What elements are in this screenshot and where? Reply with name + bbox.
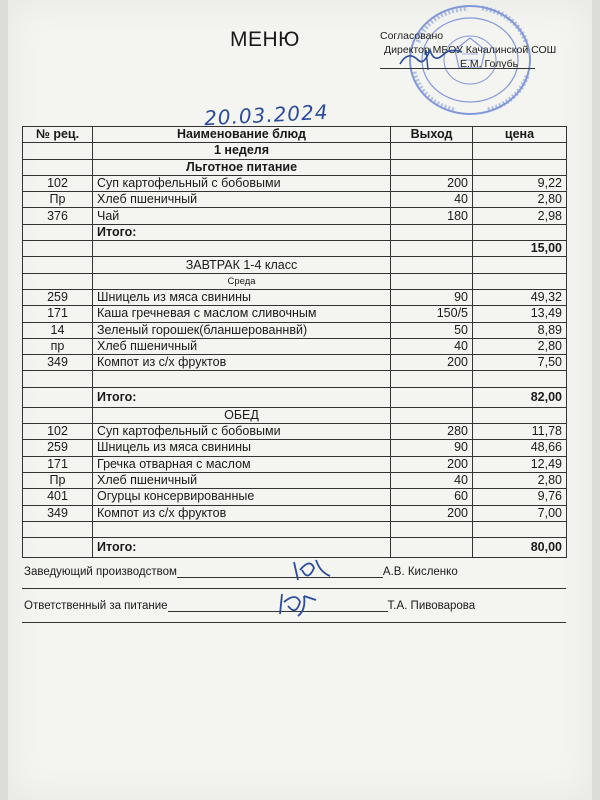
- table-row: [23, 338, 567, 354]
- week-label: 1 неделя: [93, 143, 391, 159]
- dish-output: 150/5: [391, 306, 473, 322]
- recipe-number: Пр: [23, 472, 93, 488]
- approval-director-name: Е.М. Голубь: [460, 58, 519, 70]
- dish-name: Зеленый горошек(бланшерованнвй): [93, 322, 391, 338]
- dish-price: 2,98: [473, 208, 567, 224]
- manager-name: А.В. Кисленко: [382, 566, 458, 578]
- recipe-number: Пр: [23, 192, 93, 208]
- table-row: [23, 175, 567, 191]
- approval-label: Согласовано: [380, 30, 444, 42]
- dish-name: Хлеб пшеничный: [93, 338, 391, 354]
- table-row: [23, 355, 567, 371]
- recipe-number: 349: [23, 355, 93, 371]
- dish-name: Суп картофельный с бобовыми: [93, 175, 391, 191]
- dish-price: 7,00: [473, 505, 567, 521]
- col-header-dish: Наименование блюд: [93, 127, 391, 143]
- dish-output: 90: [391, 289, 473, 305]
- footer-bottom-line: [22, 622, 566, 623]
- table-row: [23, 472, 567, 488]
- day-label: Среда: [93, 273, 391, 289]
- dish-name: Компот из с/х фруктов: [93, 505, 391, 521]
- dish-output: 200: [391, 456, 473, 472]
- dish-price: 7,50: [473, 355, 567, 371]
- blank-row: [23, 521, 567, 537]
- dish-output: 50: [391, 322, 473, 338]
- recipe-number: 349: [23, 505, 93, 521]
- recipe-number: 259: [23, 289, 93, 305]
- dish-name: Каша гречневая с маслом сливочным: [93, 306, 391, 322]
- section-title-row: [23, 159, 567, 175]
- dish-price: 8,89: [473, 322, 567, 338]
- dish-name: Хлеб пшеничный: [93, 472, 391, 488]
- responsible-signature-row: [24, 600, 475, 612]
- day-row: [23, 273, 567, 289]
- manager-label: Заведующий производством: [24, 566, 177, 578]
- menu-table: [22, 126, 567, 558]
- dish-output: 200: [391, 505, 473, 521]
- dish-name: Шницель из мяса свинины: [93, 440, 391, 456]
- recipe-number: 376: [23, 208, 93, 224]
- recipe-number: 259: [23, 440, 93, 456]
- section-title-row: [23, 407, 567, 423]
- dish-price: 11,78: [473, 424, 567, 440]
- total-value-row: [23, 241, 567, 257]
- total-label: Итого:: [93, 538, 391, 558]
- dish-price: 2,80: [473, 338, 567, 354]
- dish-price: 12,49: [473, 456, 567, 472]
- dish-name: Суп картофельный с бобовыми: [93, 424, 391, 440]
- dish-name: Хлеб пшеничный: [93, 192, 391, 208]
- dish-output: 40: [391, 472, 473, 488]
- dish-output: 90: [391, 440, 473, 456]
- dish-price: 9,22: [473, 175, 567, 191]
- responsible-label: Ответственный за питание: [24, 600, 168, 612]
- total-row: [23, 387, 567, 407]
- col-header-price: цена: [473, 127, 567, 143]
- menu-sheet: [8, 0, 592, 800]
- manager-signature-row: [24, 566, 458, 578]
- dish-name: Огурцы консервированные: [93, 489, 391, 505]
- table-row: [23, 489, 567, 505]
- total-value: 15,00: [473, 241, 567, 257]
- table-row: [23, 322, 567, 338]
- week-row: [23, 143, 567, 159]
- dish-output: 40: [391, 192, 473, 208]
- recipe-number: 171: [23, 306, 93, 322]
- director-signature: [396, 42, 466, 72]
- section-title: Льготное питание: [93, 159, 391, 175]
- recipe-number: пр: [23, 338, 93, 354]
- recipe-number: 102: [23, 424, 93, 440]
- responsible-name: Т.А. Пивоварова: [387, 600, 476, 612]
- dish-price: 2,80: [473, 192, 567, 208]
- blank-row: [23, 371, 567, 387]
- table-bottom-line: [22, 588, 566, 589]
- menu-date: 20.03.2024: [203, 99, 330, 131]
- dish-name: Компот из с/х фруктов: [93, 355, 391, 371]
- dish-price: 2,80: [473, 472, 567, 488]
- section-title-row: [23, 257, 567, 273]
- total-value: 80,00: [473, 538, 567, 558]
- table-row: [23, 289, 567, 305]
- total-label: Итого:: [93, 387, 391, 407]
- table-row: [23, 424, 567, 440]
- dish-output: 200: [391, 175, 473, 191]
- approval-director: Директор МБОУ Качалинской СОШ: [384, 44, 557, 56]
- recipe-number: 14: [23, 322, 93, 338]
- dish-name: Гречка отварная с маслом: [93, 456, 391, 472]
- section-title: ЗАВТРАК 1-4 класс: [93, 257, 391, 273]
- dish-name: Чай: [93, 208, 391, 224]
- dish-output: 200: [391, 355, 473, 371]
- total-value: 82,00: [473, 387, 567, 407]
- table-row: [23, 192, 567, 208]
- dish-output: 40: [391, 338, 473, 354]
- table-row: [23, 440, 567, 456]
- total-label: Итого:: [93, 224, 391, 240]
- dish-price: 9,76: [473, 489, 567, 505]
- recipe-number: 401: [23, 489, 93, 505]
- dish-price: 48,66: [473, 440, 567, 456]
- page-title: МЕНЮ: [230, 28, 300, 51]
- dish-name: Шницель из мяса свинины: [93, 289, 391, 305]
- col-header-recipe: № рец.: [23, 127, 93, 143]
- dish-output: 60: [391, 489, 473, 505]
- total-row: [23, 538, 567, 558]
- recipe-number: 171: [23, 456, 93, 472]
- recipe-number: 102: [23, 175, 93, 191]
- section-title: ОБЕД: [93, 407, 391, 423]
- table-row: [23, 208, 567, 224]
- responsible-signature: [274, 590, 324, 618]
- dish-output: 180: [391, 208, 473, 224]
- dish-output: 280: [391, 424, 473, 440]
- total-row: [23, 224, 567, 240]
- table-row: [23, 505, 567, 521]
- col-header-output: Выход: [391, 127, 473, 143]
- dish-price: 49,32: [473, 289, 567, 305]
- table-row: [23, 456, 567, 472]
- table-row: [23, 306, 567, 322]
- table-header-row: [23, 127, 567, 143]
- manager-signature: [288, 556, 334, 582]
- dish-price: 13,49: [473, 306, 567, 322]
